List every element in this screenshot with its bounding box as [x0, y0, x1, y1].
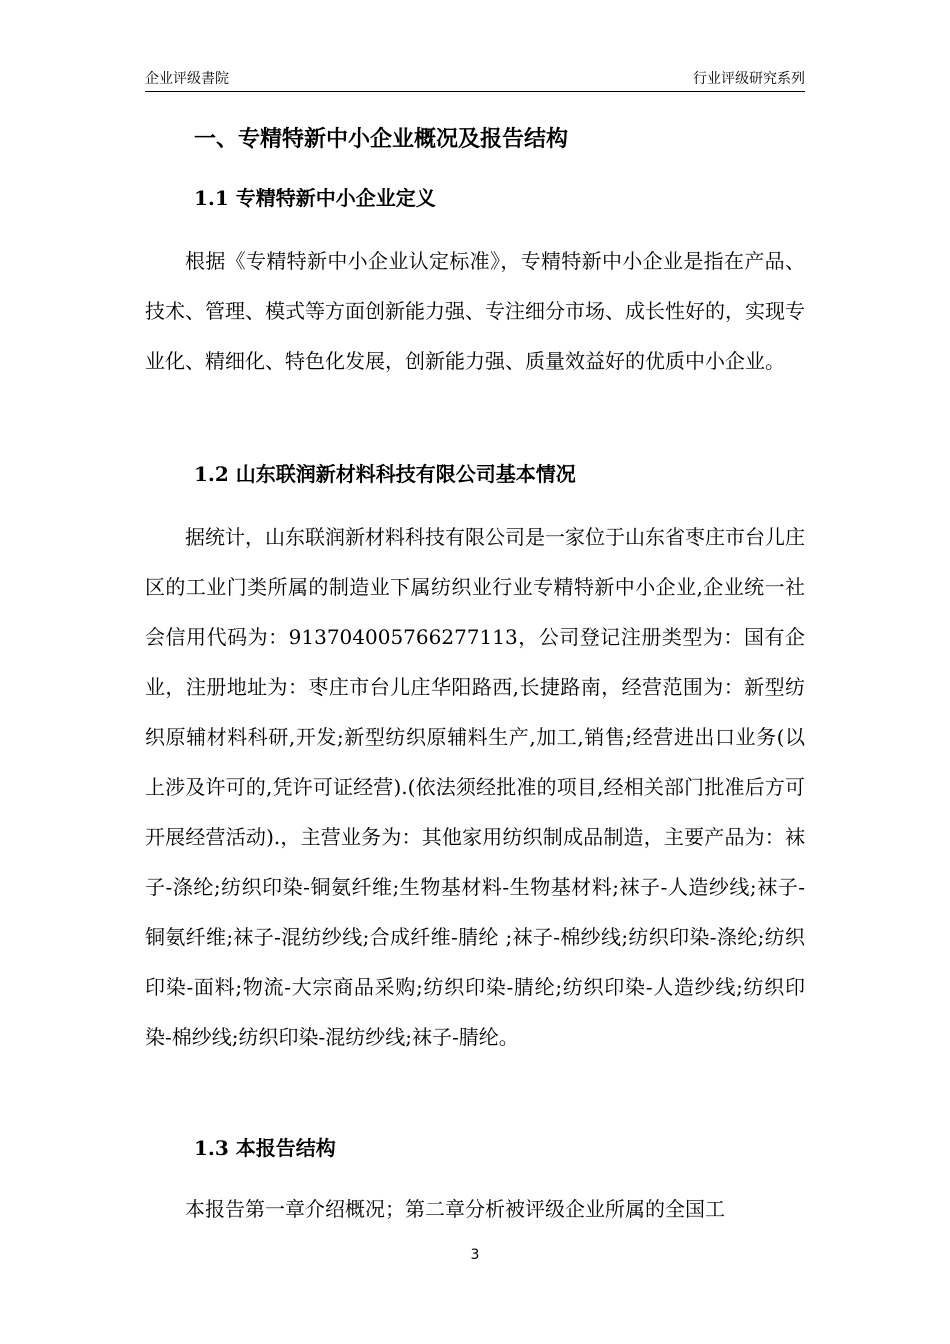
- page-number: 3: [470, 1247, 480, 1263]
- header-divider: [145, 91, 805, 92]
- section-paragraph-1-2: 据统计，山东联润新材料科技有限公司是一家位于山东省枣庄市台儿庄区的工业门类所属的制造业下属纺织业行业专精特新中小企业,企业统一社会信用代码为：913704005766277113，公司登记注册类型为：国有企业，注册地址为：枣庄市台儿庄华阳路西,长捷路南，经营范围为：新型纺织原辅材料科研,开发;新型纺织原辅料生产,加工,销售;经营进出口业务(以上涉及许可的,凭许可证经营).(依法须经批准的项目,经相关部门批准后方可开展经营活动).，主营业务为：其他家用纺织制成品制造，主要产品为：袜子-涤纶;纺织印染-铜氨纤维;生物基材料-生物基材料;袜子-人造纱线;袜子-铜氨纤维;袜子-混纺纱线;合成纤维-腈纶 ;袜子-棉纱线;纺织印染-涤纶;纺织印染-面料;物流-大宗商品采购;纺织印染-腈纶;纺织印染-人造纱线;纺织印染-棉纱线;纺织印染-混纺纱线;袜子-腈纶。: [145, 525, 805, 1049]
- section-heading-1-1: 1.1 专精特新中小企业定义: [194, 186, 436, 210]
- chapter-title: 一、专精特新中小企业概况及报告结构: [194, 127, 569, 152]
- page-header: [145, 68, 805, 90]
- section-heading-1-3: 1.3 本报告结构: [194, 1136, 336, 1160]
- section-paragraph-1-1: 根据《专精特新中小企业认定标准》，专精特新中小企业是指在产品、技术、管理、模式等方面创新能力强、专注细分市场、成长性好的，实现专业化、精细化、特色化发展，创新能力强、质量效益好的优质中小企业。: [145, 249, 805, 373]
- section-paragraph-1-3: 本报告第一章介绍概况；第二章分析被评级企业所属的全国工: [185, 1197, 725, 1221]
- header-publisher: 企业评级書院: [145, 71, 229, 87]
- header-series-title: 行业评级研究系列: [693, 71, 805, 87]
- section-heading-1-2: 1.2 山东联润新材料科技有限公司基本情况: [194, 462, 576, 486]
